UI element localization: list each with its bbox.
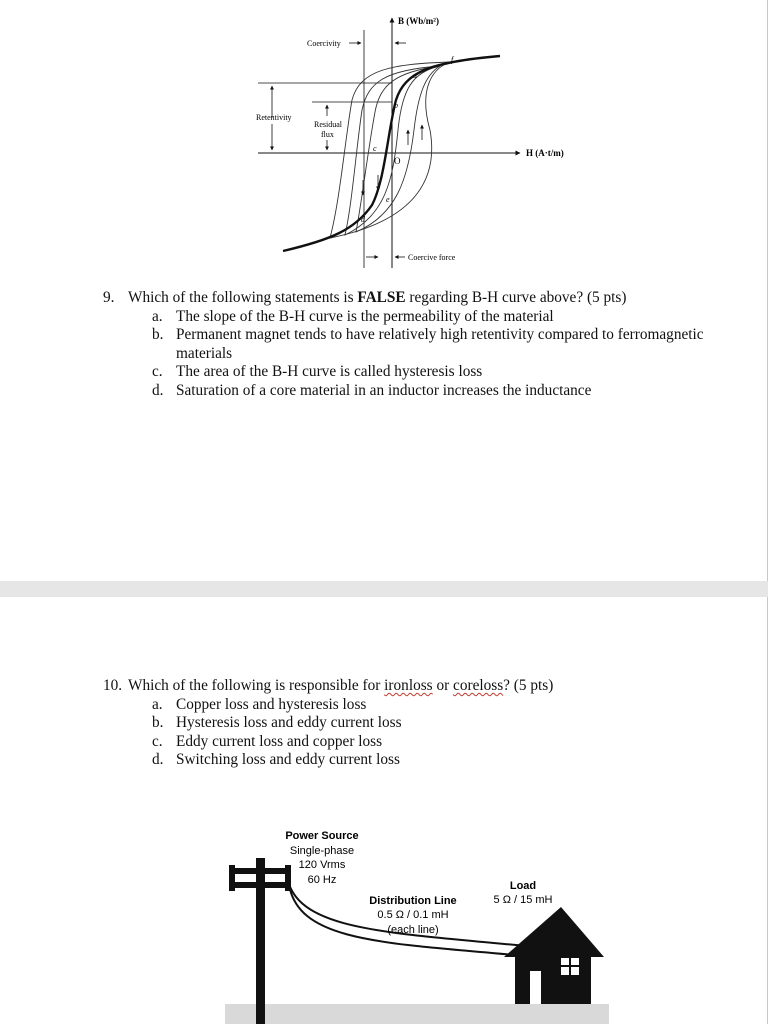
coercive-force-label: Coercive force (408, 253, 456, 262)
distribution-line-title: Distribution Line (369, 895, 457, 907)
question-9-option-d[interactable]: d. Saturation of a core material in an inductor increases the inductance (152, 381, 592, 399)
power-source-frequency: 60 Hz (307, 874, 337, 886)
point-label-f: f (451, 55, 454, 64)
point-label-e: e (386, 195, 390, 204)
distribution-line-values: 0.5 Ω / 0.1 mH (377, 909, 449, 921)
coercivity-label: Coercivity (307, 39, 341, 48)
load-values: 5 Ω / 15 mH (493, 894, 553, 906)
distribution-line-note: (each line) (387, 924, 439, 936)
point-label-c: c (373, 144, 377, 153)
spellcheck-word-coreloss[interactable]: coreloss (453, 677, 504, 694)
question-10-option-b[interactable]: b. Hysteresis loss and eddy current loss (152, 714, 402, 731)
power-source-title: Power Source (285, 830, 359, 842)
question-9-option-b[interactable]: b. Permanent magnet tends to have relatively high retentivity compared to ferromagnetic materials (152, 326, 704, 362)
power-circuit-figure (0, 597, 767, 1024)
question-9-number: 9. (103, 289, 115, 306)
question-10-option-c[interactable]: c. Eddy current loss and copper loss (152, 732, 383, 750)
question-9-option-c[interactable]: c. The area of the B-H curve is called hysteresis loss (152, 363, 483, 380)
origin-label: O (394, 156, 401, 166)
point-label-b: b (394, 101, 398, 110)
residual-flux-label-2: flux (321, 130, 334, 139)
false-emphasis: FALSE (357, 289, 406, 306)
question-10-number: 10. (103, 677, 123, 694)
house-icon (504, 907, 604, 1004)
spellcheck-word-ironloss[interactable]: ironloss (384, 677, 433, 694)
residual-flux-label: Residual (314, 120, 342, 129)
b-axis-label: B (Wb/m²) (398, 16, 439, 26)
point-label-a: a (413, 71, 417, 80)
power-source-phase: Single-phase (289, 845, 355, 857)
power-source-voltage: 120 Vrms (298, 859, 346, 871)
h-axis-label: H (A·t/m) (526, 148, 564, 158)
question-9-stem: 9. Which of the following statements is FALSE regarding B-H curve above? (5 pts) (103, 289, 627, 306)
utility-pole-icon (229, 858, 291, 1024)
document-page-2 (0, 597, 768, 1024)
question-10-option-d[interactable]: d. Switching loss and eddy current loss (152, 751, 400, 768)
wide-hysteresis-loop (330, 62, 450, 238)
retentivity-label: Retentivity (256, 113, 292, 122)
ground-strip (225, 1004, 609, 1024)
load-title: Load (509, 880, 537, 892)
question-9 (103, 289, 743, 400)
question-10-stem: 10. Which of the following is responsible for ironloss or coreloss? (5 pts) (103, 677, 554, 694)
bh-curve-figure (0, 0, 767, 280)
question-10-option-a[interactable]: a. Copper loss and hysteresis loss (152, 695, 367, 713)
question-9-option-a[interactable]: a. The slope of the B-H curve is the permeability of the material (152, 307, 554, 325)
point-label-d: d (361, 215, 365, 224)
inner-hysteresis-loop (356, 66, 440, 232)
